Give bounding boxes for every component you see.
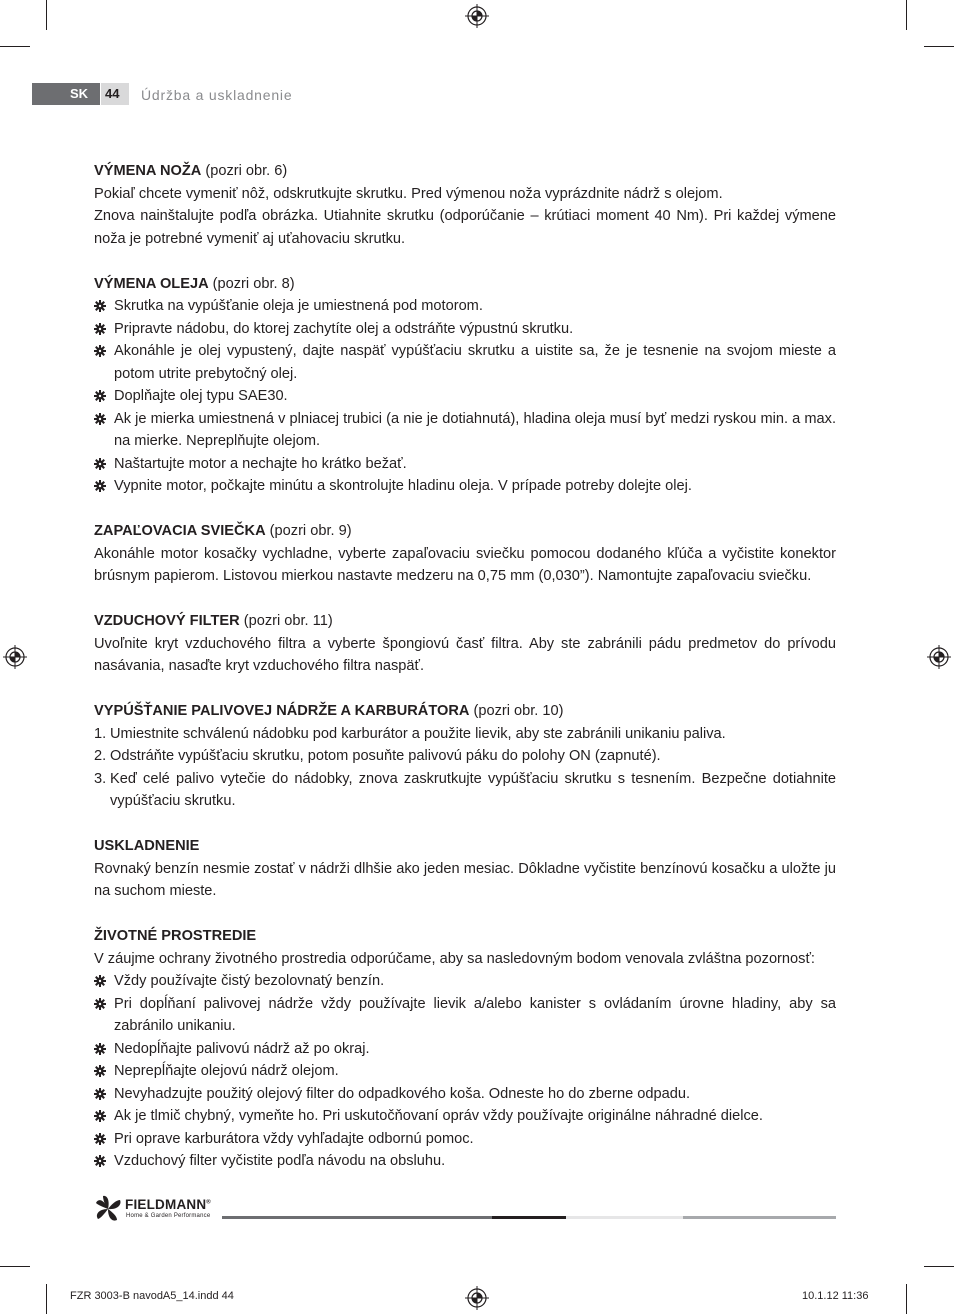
paragraph: Rovnaký benzín nesmie zostať v nádrži dlhšie ako jeden mesiac. Dôkladne vyčistite benzínovú kosačku a uložte ju na suchom mieste. xyxy=(94,860,836,899)
list-item: Neprepĺňajte olejovú nádrž olejom. xyxy=(94,1060,836,1083)
list-item: 3. Keď celé palivo vytečie do nádobky, znova zaskrutkujte vypúšťaciu skrutku s tesnením. Bezpečne dotiahnite vypúšťaciu skrutku. xyxy=(94,770,836,809)
list-item: Ak je tlmič chybný, vymeňte ho. Pri uskutočňovaní opráv vždy používajte originálne náhradné dielce. xyxy=(94,1105,836,1128)
print-slug-file: FZR 3003-B navodA5_14.indd 44 xyxy=(70,1290,234,1302)
crop-mark xyxy=(906,0,907,30)
paragraph: Akonáhle motor kosačky vychladne, vyberte zapaľovaciu sviečku pomocou dodaného kľúča a vyčistite konektor brúsnym papierom. Listovou mierkou nastavte medzeru na 0,75 mm (0,030”). Namontujte zapaľovaciu sviečku. xyxy=(94,545,836,584)
registration-mark-icon xyxy=(927,645,951,669)
language-tag: SK xyxy=(70,86,89,101)
section-blade xyxy=(94,160,836,250)
list-item: Akonáhle je olej vypustený, dajte naspäť vypúšťaciu skrutku a uistite sa, že je tesnenie na svojom mieste a potom utrite prebytočný olej. xyxy=(94,340,836,385)
section-environment xyxy=(94,925,836,1173)
footer-rule-light xyxy=(566,1216,683,1219)
crop-mark xyxy=(924,46,954,47)
list-item: Vždy používajte čistý bezolovnatý benzín. xyxy=(94,970,836,993)
list-item: Doplňajte olej typu SAE30. xyxy=(94,385,836,408)
section-heading: USKLADNENIE xyxy=(94,838,200,854)
gear-bullet-icon xyxy=(94,345,106,357)
crop-mark xyxy=(906,1284,907,1314)
gear-bullet-icon xyxy=(94,323,106,335)
numbered-list xyxy=(94,723,836,813)
list-item: Vypnite motor, počkajte minútu a skontrolujte hladinu oleja. V prípade potreby dolejte olej. xyxy=(94,475,836,498)
crop-mark xyxy=(46,0,47,30)
list-item: 1. Umiestnite schválenú nádobku pod karburátor a použite lievik, aby ste zabránili unikaniu paliva. xyxy=(94,725,726,742)
gear-bullet-icon xyxy=(94,1065,106,1077)
list-item: 2. Odstráňte vypúšťaciu skrutku, potom posuňte palivovú páku do polohy ON (zapnuté). xyxy=(94,748,661,764)
section-spark-plug xyxy=(94,520,836,588)
list-item: Ak je mierka umiestnená v plniacej trubici (a nie je dotiahnutá), hladina oleja musí byť medzi ryskou min. a max. na mierke. Nepreplňujte olejom. xyxy=(94,408,836,453)
brand-name: FIELDMANN® xyxy=(125,1197,211,1212)
gear-bullet-icon xyxy=(94,1088,106,1100)
crop-mark xyxy=(46,1284,47,1314)
section-heading: VÝMENA NOŽA (pozri obr. 6) xyxy=(94,163,288,179)
footer-rule-dark xyxy=(222,1216,492,1219)
bullet-list xyxy=(94,295,836,498)
gear-bullet-icon xyxy=(94,1110,106,1122)
section-heading: VÝMENA OLEJA (pozri obr. 8) xyxy=(94,275,295,292)
section-air-filter xyxy=(94,610,836,678)
gear-bullet-icon xyxy=(94,413,106,425)
crop-mark xyxy=(0,46,30,47)
registration-mark-icon xyxy=(465,1286,489,1310)
main-content xyxy=(94,160,836,1195)
crop-mark xyxy=(924,1266,954,1267)
section-heading: ŽIVOTNÉ PROSTREDIE xyxy=(94,928,257,944)
section-fuel-drain xyxy=(94,700,836,813)
list-item: Nevyhadzujte použitý olejový filter do odpadkového koša. Odneste ho do zberne odpadu. xyxy=(94,1083,836,1106)
gear-bullet-icon xyxy=(94,975,106,987)
list-item: Nedopĺňajte palivovú nádrž až po okraj. xyxy=(94,1038,836,1061)
footer-rule-mid xyxy=(683,1216,836,1219)
gear-bullet-icon xyxy=(94,458,106,470)
list-item: Pri oprave karburátora vždy vyhľadajte odbornú pomoc. xyxy=(94,1128,836,1151)
section-heading: VYPÚŠŤANIE PALIVOVEJ NÁDRŽE A KARBURÁTORA (pozri obr. 10) xyxy=(94,703,564,719)
footer-rule-black xyxy=(492,1216,566,1219)
list-item: Skrutka na vypúšťanie oleja je umiestnená pod motorom. xyxy=(94,295,836,318)
paragraph: V záujme ochrany životného prostredia odporúčame, aby sa nasledovným bodom venovala zvláštna pozornosť: xyxy=(94,950,815,967)
gear-bullet-icon xyxy=(94,1043,106,1055)
list-item: Pripravte nádobu, do ktorej zachytíte olej a odstráňte výpustnú skrutku. xyxy=(94,318,836,341)
gear-bullet-icon xyxy=(94,390,106,402)
gear-bullet-icon xyxy=(94,998,106,1010)
section-heading: VZDUCHOVÝ FILTER (pozri obr. 11) xyxy=(94,613,333,629)
list-item: Vzduchový filter vyčistite podľa návodu na obsluhu. xyxy=(94,1150,836,1173)
gear-bullet-icon xyxy=(94,300,106,312)
section-storage xyxy=(94,835,836,903)
page-number: 44 xyxy=(105,86,120,101)
gear-bullet-icon xyxy=(94,1133,106,1145)
fieldmann-logo-icon xyxy=(94,1195,122,1223)
header-bar xyxy=(32,83,100,105)
gear-bullet-icon xyxy=(94,1155,106,1167)
gear-bullet-icon xyxy=(94,480,106,492)
list-item: Naštartujte motor a nechajte ho krátko bežať. xyxy=(94,453,836,476)
crop-mark xyxy=(0,1266,30,1267)
section-heading: ZAPAĽOVACIA SVIEČKA (pozri obr. 9) xyxy=(94,523,352,539)
brand-tagline: Home & Garden Performance xyxy=(126,1213,211,1219)
paragraph: Pokiaľ chcete vymeniť nôž, odskrutkujte skrutku. Pred výmenou noža vyprázdnite nádrž s olejom. xyxy=(94,185,723,202)
section-oil xyxy=(94,273,836,498)
registration-mark-icon xyxy=(3,645,27,669)
paragraph: Uvoľnite kryt vzduchového filtra a vyberte špongiovú časť filtra. Aby ste zabránili pádu predmetov do prívodu nasávania, nasaďte kryt vzduchového filtra naspäť. xyxy=(94,635,836,674)
paragraph: Znova nainštalujte podľa obrázka. Utiahnite skrutku (odporúčanie – krútiaci moment 40 Nm). Pri každej výmene noža je potrebné vymeniť aj uťahovaciu skrutku. xyxy=(94,208,836,247)
list-item: Pri dopĺňaní palivovej nádrže vždy používajte lievik a/alebo kanister s ovládaním úrovne hladiny, aby sa zabránilo unikaniu. xyxy=(94,993,836,1038)
brand-logo xyxy=(94,1195,222,1225)
bullet-list xyxy=(94,970,836,1173)
section-title: Údržba a uskladnenie xyxy=(141,87,293,103)
print-slug-date: 10.1.12 11:36 xyxy=(802,1290,869,1302)
registration-mark-icon xyxy=(465,4,489,28)
